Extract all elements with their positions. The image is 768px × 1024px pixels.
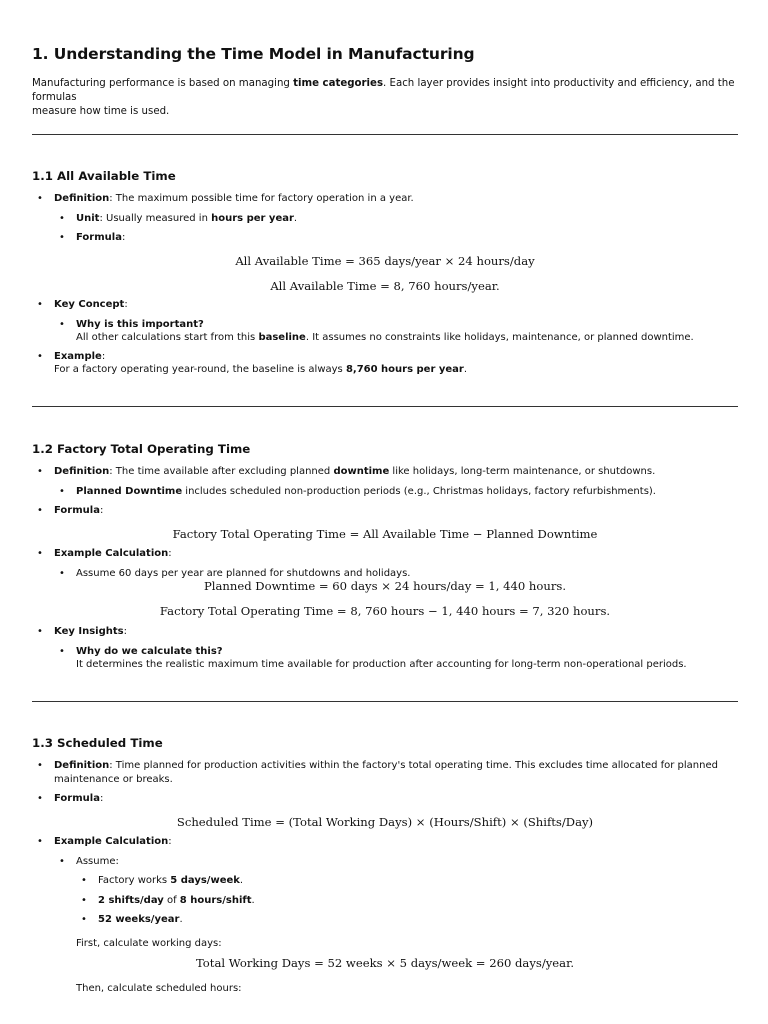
list-item: • Definition: The time available after excluding planned downtime like holidays, long-term maintenance, or shutdowns. xyxy=(32,465,738,479)
section-heading-1-3: 1.3 Scheduled Time xyxy=(32,736,163,750)
list-item: • Formula: xyxy=(32,504,738,518)
list-item: • Formula: xyxy=(32,231,738,245)
section-1-1-list-b xyxy=(32,298,738,377)
divider xyxy=(32,134,738,135)
list-item: • Definition: The maximum possible time for factory operation in a year. xyxy=(32,192,738,206)
list-item: • Key Insights: xyxy=(32,625,738,639)
section-1-1-list-a xyxy=(32,192,738,245)
list-item: • Example Calculation: xyxy=(32,547,738,561)
list-item: • Why is this important? All other calculations start from this baseline. It assumes no constraints like holidays, maintenance, or planned downtime. xyxy=(32,318,738,345)
list-item: • Factory works 5 days/week. xyxy=(32,874,738,888)
section-1-3-list-b xyxy=(32,835,738,950)
page-title: 1. Understanding the Time Model in Manufacturing xyxy=(32,45,475,63)
list-item: • Why do we calculate this? It determines the realistic maximum time available for production after accounting for long-term non-operational periods. xyxy=(32,645,738,672)
list-item: • 52 weeks/year. xyxy=(32,913,738,927)
section-1-2-list-a xyxy=(32,465,738,518)
list-item: • Definition: Time planned for production activities within the factory's total operating time. This excludes time allocated for planned maintenance or breaks. xyxy=(32,759,738,786)
formula-scheduled-time: Scheduled Time = (Total Working Days) × (Hours/Shift) × (Shifts/Day) xyxy=(176,815,594,829)
formula-all-available-time: All Available Time = 365 days/year × 24 hours/day xyxy=(235,254,535,268)
divider xyxy=(32,406,738,407)
section-1-3-list-a xyxy=(32,759,738,806)
section-heading-1-1: 1.1 All Available Time xyxy=(32,169,176,183)
section-1-3-list-c xyxy=(32,982,738,996)
list-item: • Formula: xyxy=(32,792,738,806)
paragraph-first-calc: First, calculate working days: xyxy=(76,937,222,949)
list-item: • Example: For a factory operating year-round, the baseline is always 8,760 hours per year. xyxy=(32,350,738,377)
list-item: • Unit: Usually measured in hours per year. xyxy=(32,212,738,226)
formula-factory-total-operating-time-result: Factory Total Operating Time = 8, 760 hours − 1, 440 hours = 7, 320 hours. xyxy=(159,604,611,618)
list-item: • Planned Downtime includes scheduled non-production periods (e.g., Christmas holidays, factory refurbishments). xyxy=(32,485,738,499)
list-item: • Key Concept: xyxy=(32,298,738,312)
intro-paragraph: Manufacturing performance is based on managing time categories. Each layer provides insight into productivity and efficiency, and the formulas measure how time is used. xyxy=(32,78,735,117)
list-item: • 2 shifts/day of 8 hours/shift. xyxy=(32,894,738,908)
list-item: • Example Calculation: xyxy=(32,835,738,849)
section-heading-1-2: 1.2 Factory Total Operating Time xyxy=(32,442,251,456)
formula-all-available-time-result: All Available Time = 8, 760 hours/year. xyxy=(270,279,500,293)
section-1-2-list-c xyxy=(32,625,738,672)
formula-factory-total-operating-time: Factory Total Operating Time = All Available Time − Planned Downtime xyxy=(172,527,598,541)
section-1-2-list-b xyxy=(32,547,738,580)
list-item: • Assume: xyxy=(32,855,738,869)
formula-planned-downtime: Planned Downtime = 60 days × 24 hours/day = 1, 440 hours. xyxy=(203,579,567,593)
divider xyxy=(32,701,738,702)
formula-total-working-days: Total Working Days = 52 weeks × 5 days/week = 260 days/year. xyxy=(195,956,575,970)
paragraph-then-calc: Then, calculate scheduled hours: xyxy=(76,983,242,994)
list-item: • Assume 60 days per year are planned for shutdowns and holidays. xyxy=(32,567,738,581)
